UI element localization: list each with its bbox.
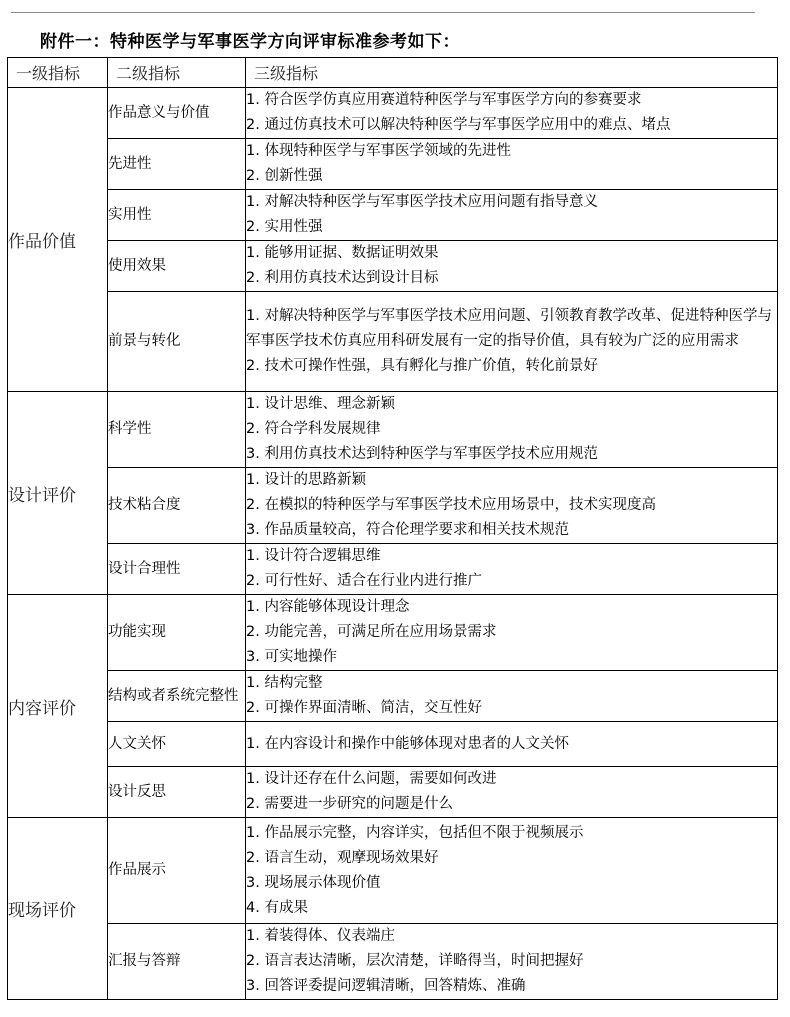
table-row [8,88,778,139]
criteria-item: 3. 回答评委提问逻辑清晰，回答精炼、准确 [246,978,526,994]
level2-indicator: 设计反思 [108,767,246,818]
table-row [8,924,778,1000]
level2-indicator: 作品意义与价值 [108,88,246,139]
document-title: 附件一：特种医学与军事医学方向评审标准参考如下： [40,32,460,52]
table-row [8,139,778,190]
criteria-item: 1. 设计符合逻辑思维 [246,548,381,564]
level2-indicator: 前景与转化 [108,292,246,392]
criteria-item: 2. 需要进一步研究的问题是什么 [246,796,453,812]
level2-indicator: 实用性 [108,190,246,241]
level2-indicator: 功能实现 [108,595,246,671]
criteria-item: 2. 技术可操作性强，具有孵化与推广价值，转化前景好 [246,358,598,374]
criteria-item: 2. 语言表达清晰，层次清楚，详略得当，时间把握好 [246,953,584,969]
table-row [8,190,778,241]
criteria-item: 2. 可操作界面清晰、简洁，交互性好 [246,700,482,716]
level2-indicator: 人文关怀 [108,722,246,767]
criteria-item: 2. 在模拟的特种医学与军事医学技术应用场景中，技术实现度高 [246,497,656,513]
table-row [8,468,778,544]
table-row [8,722,778,767]
level1-indicator: 现场评价 [8,818,108,1000]
header-level2-label: 二级指标 [116,64,181,83]
level3-criteria [246,241,778,292]
level3-criteria [246,595,778,671]
level2-indicator: 设计合理性 [108,544,246,595]
level1-indicator: 内容评价 [8,595,108,818]
criteria-item: 1. 设计的思路新颖 [246,472,366,488]
criteria-item: 3. 作品质量较高，符合伦理学要求和相关技术规范 [246,522,569,538]
level3-criteria [246,767,778,818]
header-level3-label: 三级指标 [254,64,319,83]
header-level2 [108,58,246,88]
table-row [8,292,778,392]
criteria-item: 2. 可行性好、适合在行业内进行推广 [246,573,482,589]
level3-criteria [246,818,778,924]
criteria-item: 1. 内容能够体现设计理念 [246,599,410,615]
level3-criteria [246,544,778,595]
level3-criteria [246,924,778,1000]
criteria-item: 4. 有成果 [246,899,308,916]
criteria-item: 1. 体现特种医学与军事医学领域的先进性 [246,143,511,159]
level3-criteria [246,190,778,241]
level2-indicator: 结构或者系统完整性 [108,671,246,722]
table-body [8,88,778,1000]
header-rule [11,12,755,13]
criteria-item: 2. 语言生动，观摩现场效果好 [246,849,439,866]
level2-indicator: 使用效果 [108,241,246,292]
table-row [8,671,778,722]
level3-criteria [246,292,778,392]
table-row [8,544,778,595]
table-header-row [8,58,778,88]
table-row [8,818,778,924]
criteria-item: 1. 对解决特种医学与军事医学技术应用问题有指导意义 [246,194,598,210]
criteria-item: 1. 着装得体、仪表端庄 [246,928,395,944]
criteria-item: 2. 利用仿真技术达到设计目标 [246,270,439,286]
level3-criteria [246,392,778,468]
level1-indicator: 设计评价 [8,392,108,595]
level3-criteria [246,722,778,767]
table-row [8,767,778,818]
header-level3 [246,58,778,88]
criteria-item: 2. 实用性强 [246,219,323,235]
table-row [8,392,778,468]
level3-criteria [246,88,778,139]
level3-criteria [246,139,778,190]
criteria-item: 1. 作品展示完整，内容详实，包括但不限于视频展示 [246,824,584,841]
criteria-item: 1. 设计思维、理念新颖 [246,396,395,412]
criteria-item: 2. 功能完善，可满足所在应用场景需求 [246,624,497,640]
level2-indicator: 技术粘合度 [108,468,246,544]
table-row [8,595,778,671]
criteria-item: 1. 结构完整 [246,675,323,691]
criteria-item: 1. 设计还存在什么问题，需要如何改进 [246,771,497,787]
criteria-item: 3. 可实地操作 [246,649,337,665]
level3-criteria [246,671,778,722]
criteria-item: 1. 对解决特种医学与军事医学技术应用问题、引领教育教学改革、促进特种医学与军事医学技术仿真应用科研发展有一定的指导价值，具有较为广泛的应用需求 [246,308,772,349]
criteria-item: 2. 符合学科发展规律 [246,421,381,437]
level1-indicator: 作品价值 [8,88,108,392]
criteria-item: 2. 创新性强 [246,168,323,184]
criteria-item: 3. 现场展示体现价值 [246,874,381,891]
level2-indicator: 汇报与答辩 [108,924,246,1000]
header-level1-label: 一级指标 [16,64,81,83]
criteria-item: 1. 在内容设计和操作中能够体现对患者的人文关怀 [246,735,569,752]
criteria-item: 2. 通过仿真技术可以解决特种医学与军事医学应用中的难点、堵点 [246,117,671,133]
level2-indicator: 科学性 [108,392,246,468]
criteria-item: 3. 利用仿真技术达到特种医学与军事医学技术应用规范 [246,446,598,462]
criteria-item: 1. 符合医学仿真应用赛道特种医学与军事医学方向的参赛要求 [246,92,642,108]
header-level1 [8,58,108,88]
criteria-table [7,57,778,1000]
criteria-item: 1. 能够用证据、数据证明效果 [246,245,439,261]
level2-indicator: 作品展示 [108,818,246,924]
table-row [8,241,778,292]
level3-criteria [246,468,778,544]
level2-indicator: 先进性 [108,139,246,190]
